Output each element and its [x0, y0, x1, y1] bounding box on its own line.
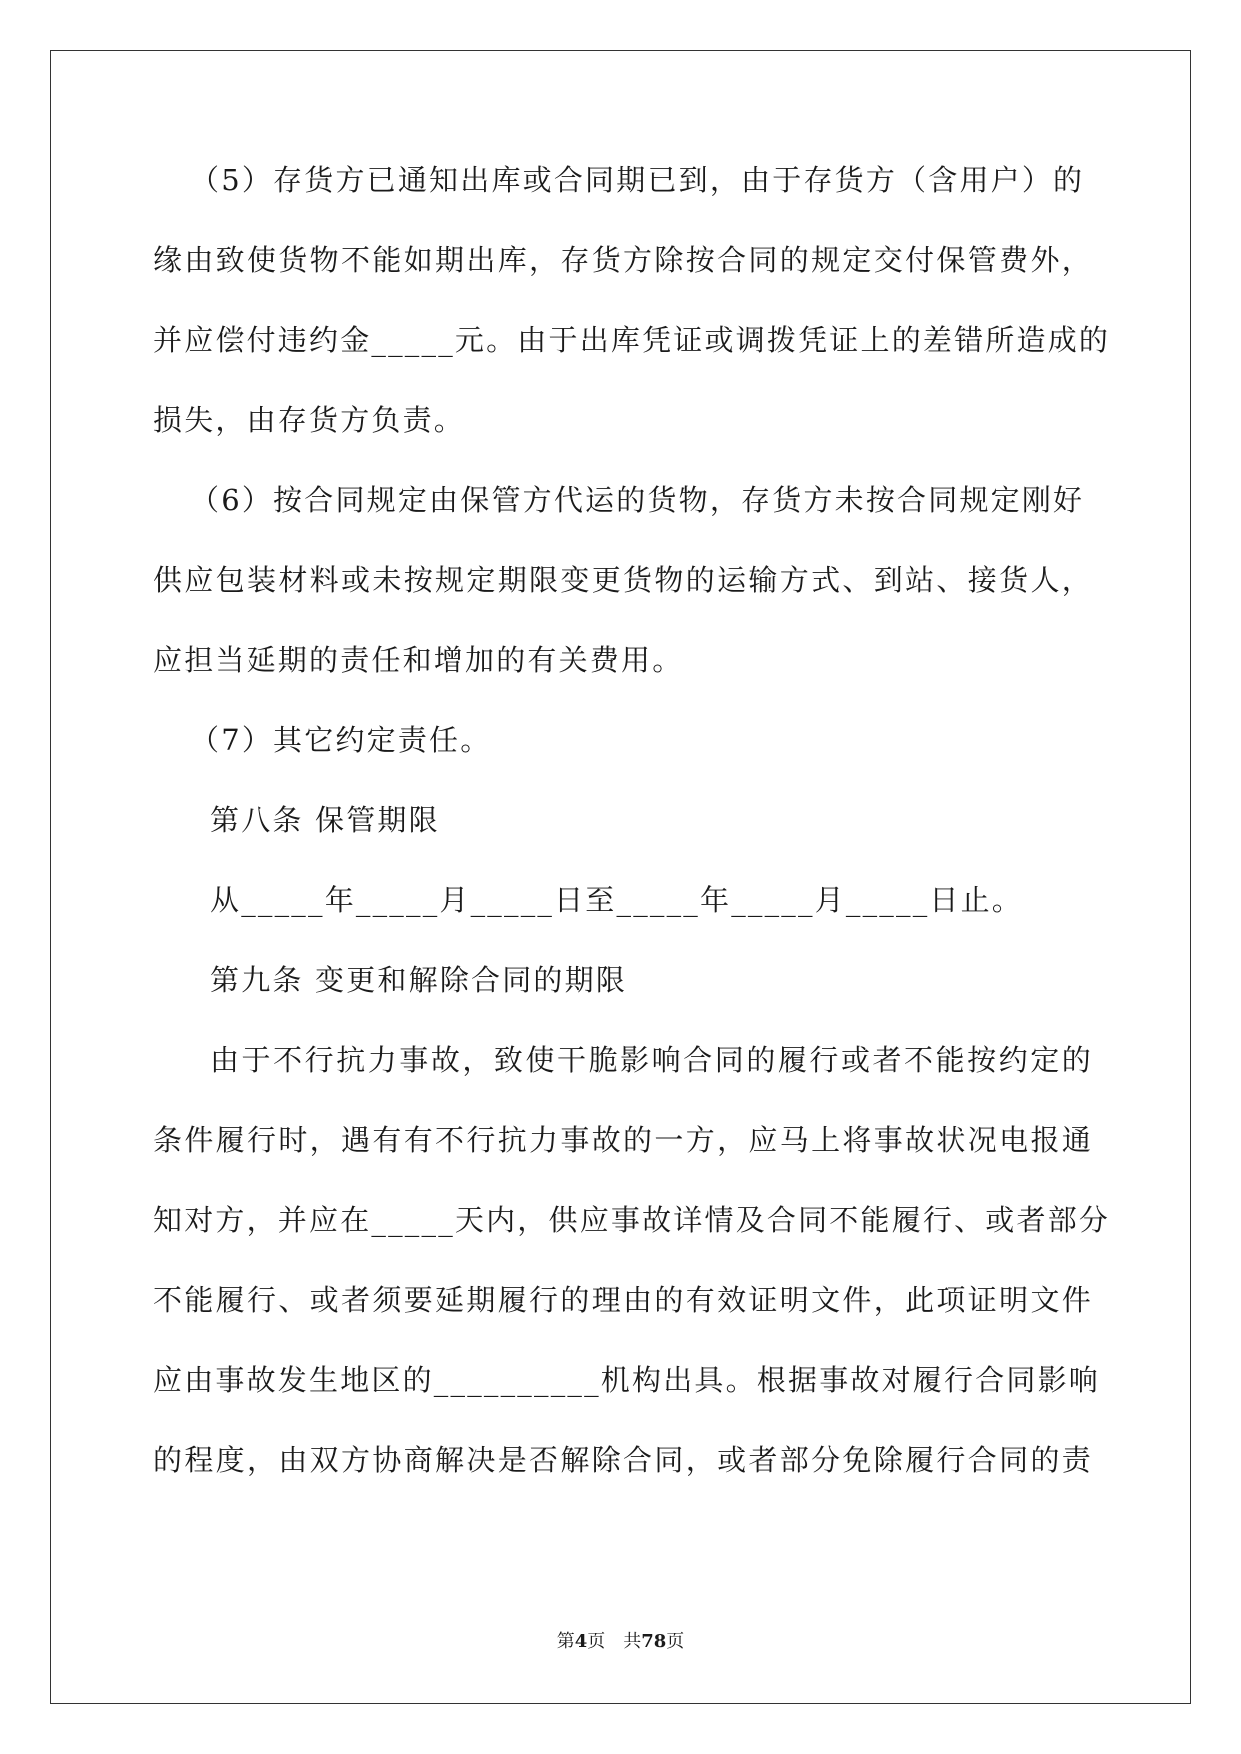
article-9-line-5: 应由事故发生地区的__________机构出具。根据事故对履行合同影响 [153, 1363, 1101, 1397]
paragraph-5-line-2: 缘由致使货物不能如期出库，存货方除按合同的规定交付保管费外， [153, 243, 1093, 277]
paragraph-5-line-1: （5）存货方已通知出库或合同期已到，由于存货方（含用户）的 [190, 163, 1085, 197]
article-8-heading: 第八条 保管期限 [210, 803, 440, 837]
total-pages: 78 [641, 1631, 667, 1652]
page-footer [0, 1630, 1241, 1654]
article-9-heading: 第九条 变更和解除合同的期限 [210, 963, 628, 997]
total-prefix: 共 [623, 1631, 642, 1652]
paragraph-6-line-2: 供应包装材料或未按规定期限变更货物的运输方式、到站、接货人， [153, 563, 1093, 597]
article-9-line-4: 不能履行、或者须要延期履行的理由的有效证明文件，此项证明文件 [153, 1283, 1093, 1317]
page-suffix: 页 [587, 1631, 606, 1652]
page-number: 4 [574, 1631, 588, 1652]
article-9-line-6: 的程度，由双方协商解决是否解除合同，或者部分免除履行合同的责 [153, 1443, 1093, 1477]
paragraph-7: （7）其它约定责任。 [190, 723, 492, 757]
article-9-line-3: 知对方，并应在_____天内，供应事故详情及合同不能履行、或者部分 [153, 1203, 1111, 1237]
storage-period-line: 从_____年_____月_____日至_____年_____月_____日止。 [210, 883, 1024, 917]
paragraph-5-line-4: 损失，由存货方负责。 [153, 403, 466, 437]
paragraph-6-line-3: 应担当延期的责任和增加的有关费用。 [153, 643, 684, 677]
paragraph-5-line-3: 并应偿付违约金_____元。由于出库凭证或调拨凭证上的差错所造成的 [153, 323, 1111, 357]
article-9-line-2: 条件履行时，遇有有不行抗力事故的一方，应马上将事故状况电报通 [153, 1123, 1093, 1157]
paragraph-6-line-1: （6）按合同规定由保管方代运的货物，存货方未按合同规定刚好 [190, 483, 1085, 517]
page-prefix: 第 [556, 1631, 575, 1652]
article-9-line-1: 由于不行抗力事故，致使干脆影响合同的履行或者不能按约定的 [210, 1043, 1093, 1077]
total-suffix: 页 [666, 1631, 685, 1652]
